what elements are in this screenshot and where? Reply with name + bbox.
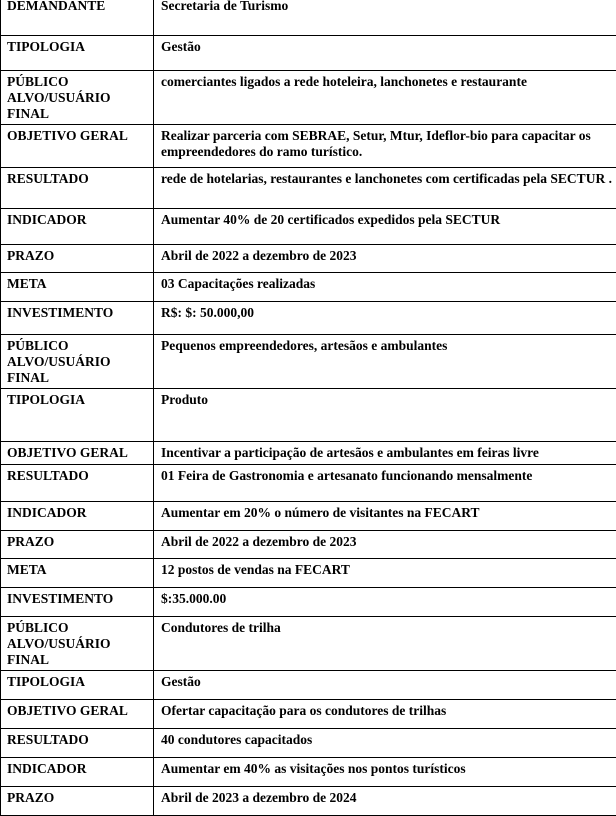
row-value: 12 postos de vendas na FECART bbox=[154, 559, 616, 588]
row-value: 03 Capacitações realizadas bbox=[154, 273, 616, 302]
row-label: INVESTIMENTO bbox=[1, 588, 154, 617]
row-value: Pequenos empreendedores, artesãos e ambulantes bbox=[154, 335, 616, 389]
row-value: Gestão bbox=[154, 36, 616, 71]
row-value: 40 condutores capacitados bbox=[154, 729, 616, 758]
row-label: META bbox=[1, 273, 154, 302]
row-value: Incentivar a participação de artesãos e ambulantes em feiras livre bbox=[154, 442, 616, 465]
row-value: Aumentar em 40% as visitações nos pontos turísticos bbox=[154, 758, 616, 787]
row-value: Ofertar capacitação para os condutores de trilhas bbox=[154, 700, 616, 729]
table-row bbox=[1, 36, 616, 71]
row-label: INDICADOR bbox=[1, 209, 154, 245]
table-row bbox=[1, 209, 616, 245]
row-value: Aumentar em 20% o número de visitantes na FECART bbox=[154, 502, 616, 531]
row-label: PÚBLICO ALVO/USUÁRIO FINAL bbox=[1, 617, 154, 671]
row-value: Realizar parceria com SEBRAE, Setur, Mtur, Ideflor-bio para capacitar os empreendedores do ramo turístico. bbox=[154, 125, 616, 168]
row-value: Gestão bbox=[154, 671, 616, 700]
table-row bbox=[1, 787, 616, 816]
row-label: TIPOLOGIA bbox=[1, 389, 154, 442]
row-value: 01 Feira de Gastronomia e artesanato funcionando mensalmente bbox=[154, 465, 616, 502]
row-value: R$: $: 50.000,00 bbox=[154, 302, 616, 335]
row-label: RESULTADO bbox=[1, 465, 154, 502]
row-value: $:35.000.00 bbox=[154, 588, 616, 617]
table-row bbox=[1, 125, 616, 168]
table-row bbox=[1, 758, 616, 787]
row-label: OBJETIVO GERAL bbox=[1, 442, 154, 465]
row-label: OBJETIVO GERAL bbox=[1, 700, 154, 729]
table-row bbox=[1, 71, 616, 125]
row-label: OBJETIVO GERAL bbox=[1, 125, 154, 168]
row-label: INDICADOR bbox=[1, 758, 154, 787]
table-row bbox=[1, 168, 616, 209]
table-row bbox=[1, 531, 616, 559]
table-row bbox=[1, 559, 616, 588]
row-label: RESULTADO bbox=[1, 729, 154, 758]
table-row bbox=[1, 245, 616, 273]
row-value: rede de hotelarias, restaurantes e lanchonetes com certificadas pela SECTUR . bbox=[154, 168, 616, 209]
table-row bbox=[1, 617, 616, 671]
row-value: Secretaria de Turismo bbox=[154, 0, 616, 36]
row-label: META bbox=[1, 559, 154, 588]
table-row bbox=[1, 671, 616, 700]
row-label: PÚBLICO ALVO/USUÁRIO FINAL bbox=[1, 71, 154, 125]
row-label: RESULTADO bbox=[1, 168, 154, 209]
row-label: DEMANDANTE bbox=[1, 0, 154, 36]
row-label: INVESTIMENTO bbox=[1, 302, 154, 335]
table-row bbox=[1, 502, 616, 531]
row-value: Aumentar 40% de 20 certificados expedidos pela SECTUR bbox=[154, 209, 616, 245]
row-value: Abril de 2022 a dezembro de 2023 bbox=[154, 245, 616, 273]
row-value: Abril de 2023 a dezembro de 2024 bbox=[154, 787, 616, 816]
row-label: TIPOLOGIA bbox=[1, 671, 154, 700]
table-row bbox=[1, 335, 616, 389]
table-row bbox=[1, 442, 616, 465]
row-value: comerciantes ligados a rede hoteleira, lanchonetes e restaurante bbox=[154, 71, 616, 125]
table-row bbox=[1, 465, 616, 502]
row-label: PRAZO bbox=[1, 245, 154, 273]
row-label: PRAZO bbox=[1, 787, 154, 816]
table-row bbox=[1, 0, 616, 36]
row-label: PRAZO bbox=[1, 531, 154, 559]
table-row bbox=[1, 273, 616, 302]
table-row bbox=[1, 729, 616, 758]
table-row bbox=[1, 302, 616, 335]
row-label: INDICADOR bbox=[1, 502, 154, 531]
table-row bbox=[1, 700, 616, 729]
row-label: PÚBLICO ALVO/USUÁRIO FINAL bbox=[1, 335, 154, 389]
row-value: Produto bbox=[154, 389, 616, 442]
row-label: TIPOLOGIA bbox=[1, 36, 154, 71]
table-row bbox=[1, 588, 616, 617]
table-row bbox=[1, 389, 616, 442]
row-value: Abril de 2022 a dezembro de 2023 bbox=[154, 531, 616, 559]
row-value: Condutores de trilha bbox=[154, 617, 616, 671]
